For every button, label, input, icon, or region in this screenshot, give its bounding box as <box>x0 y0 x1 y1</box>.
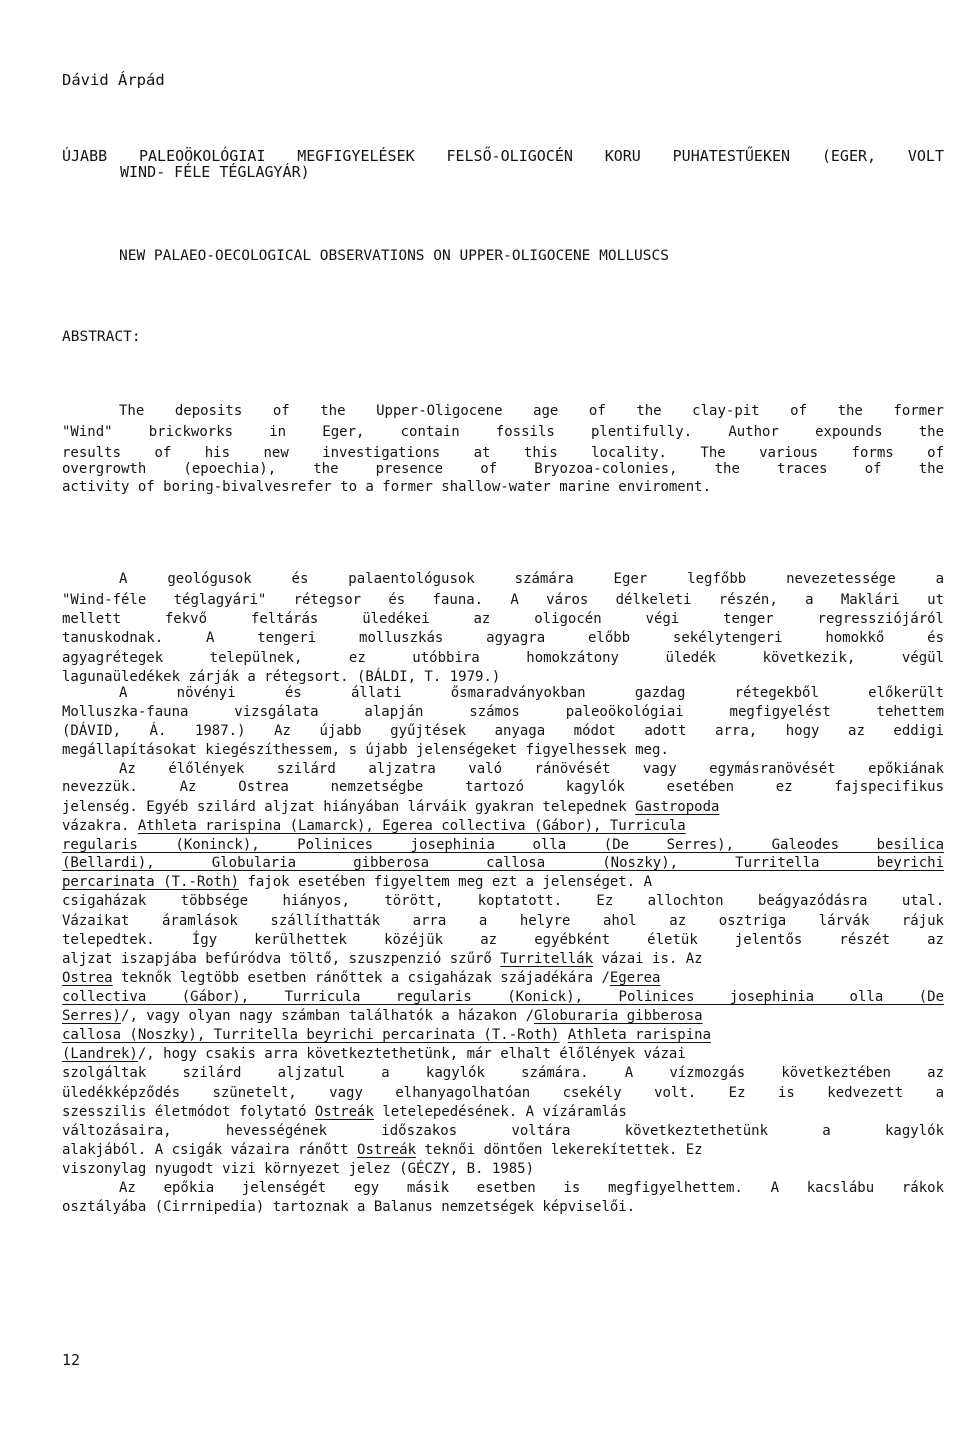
body-line <box>62 872 944 892</box>
title-hungarian-line-2: WIND- FÉLE TÉGLAGYÁR) <box>120 163 310 181</box>
body-line: tanuskodnak. A tengeri molluszkás agyagra előbb sekélytengeri homokkő és <box>62 630 944 646</box>
body-line: megállapításokat kiegészíthessem, s újabb jelenségeket figyelhessek meg. <box>62 742 669 758</box>
page-number: 12 <box>62 1351 81 1369</box>
body-text: /, hogy csakis arra következtethetünk, már elhalt élőlények vázai <box>137 1046 686 1062</box>
body-line: (DÁVID, Á. 1987.) Az újabb gyűjtések anyaga módot adott arra, hogy az eddigi <box>62 723 944 739</box>
body-line: szolgáltak szilárd aljzatul a kagylók számára. A vízmozgás következtében az <box>62 1065 944 1081</box>
taxon-line: (Bellardi), Globularia gibberosa callosa (Noszky), Turritella beyrichi <box>62 855 944 871</box>
taxon-name: Turritellák <box>500 951 594 967</box>
abstract-line: The deposits of the Upper-Oligocene age of the clay-pit of the former <box>119 403 944 419</box>
body-text: teknők legtöbb esetben ránőttek a csigaházak szájadékára / <box>112 970 610 986</box>
body-text: teknői döntően lekerekítettek. Ez <box>416 1142 703 1158</box>
body-text: vázakra. <box>62 818 138 834</box>
body-line: Az élőlények szilárd aljzatra való ránövését vagy egymásranövését epőkiának <box>119 761 944 777</box>
body-text: jelenség. Egyéb szilárd aljzat hiányában lárváik gyakran telepednek <box>62 799 636 815</box>
body-line: A geológusok és palaentológusok számára Eger legfőbb nevezetessége a <box>119 571 944 587</box>
body-line <box>62 949 944 969</box>
body-line: "Wind-féle téglagyári" rétegsor és fauna. A város délkeleti részén, a Maklári ut <box>62 592 944 608</box>
taxon-name: percarinata (T.-Roth) <box>62 874 240 890</box>
taxon-name: callosa (Noszky), Turritella beyrichi percarinata (T.-Roth) <box>62 1027 560 1043</box>
body-line: A növényi és állati ősmaradványokban gazdag rétegekből előkerült <box>119 685 944 701</box>
taxon-name: Globuraria gibberosa <box>534 1008 703 1024</box>
title-hungarian-line-1: ÚJABB PALEOÖKOLÓGIAI MEGFIGYELÉSEK FELSŐ-OLIGOCÉN KORU PUHATESTŰEKEN (EGER, VOLT <box>62 147 944 165</box>
taxon-line: collectiva (Gábor), Turricula regularis (Konick), Polinices josephinia olla (De <box>62 989 944 1005</box>
body-line <box>62 816 944 836</box>
body-text: /, vagy olyan nagy számban találhatók a házakon / <box>121 1008 535 1024</box>
abstract-line: activity of boring-bivalvesrefer to a former shallow-water marine enviroment. <box>62 479 712 495</box>
body-line <box>62 1006 944 1026</box>
body-line <box>62 968 944 988</box>
body-line: csigaházak többsége hiányos, törött, koptatott. Ez allochton beágyazódásra utal. <box>62 893 944 909</box>
body-line: nevezzük. Az Ostrea nemzetségbe tartozó kagylók esetében ez fajspecifikus <box>62 779 944 795</box>
body-line: Molluszka-fauna vizsgálata alapján számos paleoökológiai megfigyelést tehettem <box>62 704 944 720</box>
body-line: Vázaikat áramlások szállíthatták arra a helyre ahol az osztriga lárvák rájuk <box>62 913 944 929</box>
body-line: lagunaüledékek zárják a rétegsort. (BÁLDI, T. 1979.) <box>62 669 501 685</box>
body-line: telepedtek. Így kerülhettek közéjük az egyébként életük jelentős részét az <box>62 932 944 948</box>
taxon-name: Athleta rarispina <box>567 1027 712 1043</box>
taxon-name: (Landrek) <box>62 1046 138 1062</box>
abstract-line: overgrowth (epoechia), the presence of Bryozoa-colonies, the traces of the <box>62 461 944 477</box>
body-line: üledékképződés szünetelt, vagy elhanyagolhatóan csekély volt. Ez is kedvezett a <box>62 1085 944 1101</box>
body-line: Az epőkia jelenségét egy másik esetben is megfigyelhettem. A kacslábu rákok <box>119 1180 944 1196</box>
body-text: vázai is. Az <box>593 951 703 967</box>
body-line <box>62 1044 944 1064</box>
body-text: letelepedésének. A vízáramlás <box>373 1104 627 1120</box>
body-line <box>62 1025 944 1045</box>
body-text: alakjából. A csigák vázaira ránőtt <box>62 1142 358 1158</box>
author: Dávid Árpád <box>62 71 165 89</box>
body-line <box>62 1140 944 1160</box>
body-line <box>62 1102 944 1122</box>
body-line: változásaira, hevességének időszakos voltára következtethetünk a kagylók <box>62 1123 944 1139</box>
taxon-name: Egerea <box>609 970 661 986</box>
abstract-line: results of his new investigations at this locality. The various forms of <box>62 445 944 461</box>
abstract-label: ABSTRACT: <box>62 329 141 345</box>
taxon-name: Ostreák <box>314 1104 374 1120</box>
body-text: aljzat iszapjába befúródva töltő, szuszpenzió szűrő <box>62 951 501 967</box>
taxon-name: Athleta rarispina (Lamarck), Egerea collectiva (Gábor), Turricula <box>137 818 686 834</box>
body-line: agyagrétegek települnek, ez utóbbira homokzátony üledék következik, végül <box>62 650 944 666</box>
taxon-name: Ostrea <box>62 970 113 986</box>
taxon-name: Gastropoda <box>635 799 720 815</box>
body-line: osztályába (Cirrnipedia) tartoznak a Balanus nemzetségek képviselői. <box>62 1199 636 1215</box>
body-text <box>559 1027 567 1043</box>
body-text: szesszilis életmódot folytató <box>62 1104 315 1120</box>
abstract-line: "Wind" brickworks in Eger, contain fossils plentifully. Author expounds the <box>62 424 944 440</box>
taxon-line: regularis (Koninck), Polinices josephinia olla (De Serres), Galeodes besilica <box>62 837 944 853</box>
body-text: fajok esetében figyeltem meg ezt a jelenséget. A <box>239 874 653 890</box>
body-line: mellett fekvő feltárás üledékei az oligocén végi tenger regressziójáról <box>62 611 944 627</box>
taxon-name: Serres) <box>62 1008 122 1024</box>
taxon-name: Ostreák <box>357 1142 417 1158</box>
title-english: NEW PALAEO-OECOLOGICAL OBSERVATIONS ON UPPER-OLIGOCENE MOLLUSCS <box>119 248 669 264</box>
body-line: viszonylag nyugodt vizi környezet jelez (GÉCZY, B. 1985) <box>62 1161 535 1177</box>
body-line <box>62 797 944 817</box>
